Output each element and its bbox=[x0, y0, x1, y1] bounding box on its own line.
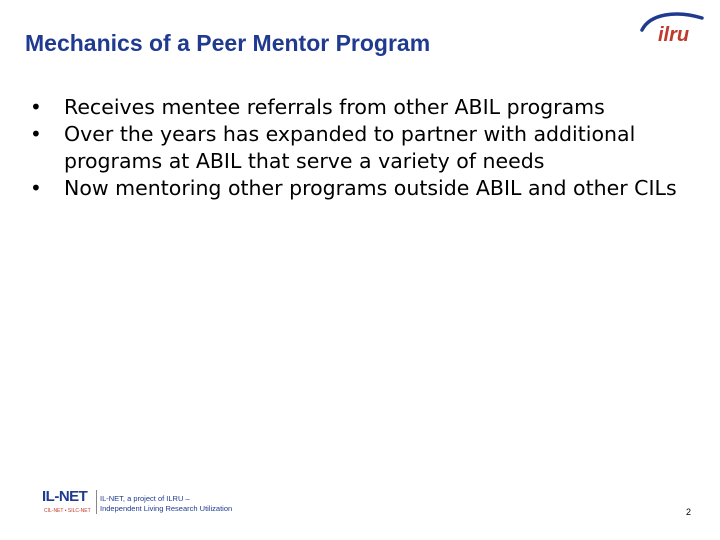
bullet-text: Now mentoring other programs outside ABIL and other CILs bbox=[64, 176, 677, 200]
bullet-item bbox=[28, 175, 708, 202]
ilru-logo-icon bbox=[636, 8, 706, 48]
footer-tagline-line2: Independent Living Research Utilization bbox=[100, 504, 233, 513]
page-number: 2 bbox=[686, 507, 692, 517]
bullet-list bbox=[28, 94, 708, 202]
il-net-footer-logo bbox=[42, 488, 262, 520]
bullet-text: Over the years has expanded to partner with additional programs at ABIL that serve a variety of needs bbox=[64, 122, 636, 173]
il-net-logo-text: IL-NET bbox=[42, 488, 88, 505]
il-net-logo-subtext: CIL-NET • SILC-NET bbox=[44, 508, 91, 514]
bullet-symbol: • bbox=[30, 95, 42, 119]
slide-title: Mechanics of a Peer Mentor Program bbox=[25, 30, 431, 56]
footer-tagline-line1: IL-NET, a project of ILRU – bbox=[100, 494, 190, 503]
bullet-symbol: • bbox=[30, 122, 42, 146]
bullet-symbol: • bbox=[30, 176, 42, 200]
footer-divider bbox=[96, 490, 97, 514]
ilru-logo-text: ilru bbox=[658, 24, 690, 46]
bullet-text: Receives mentee referrals from other ABIL programs bbox=[64, 95, 605, 119]
bullet-item bbox=[28, 94, 708, 121]
bullet-item bbox=[28, 121, 708, 175]
